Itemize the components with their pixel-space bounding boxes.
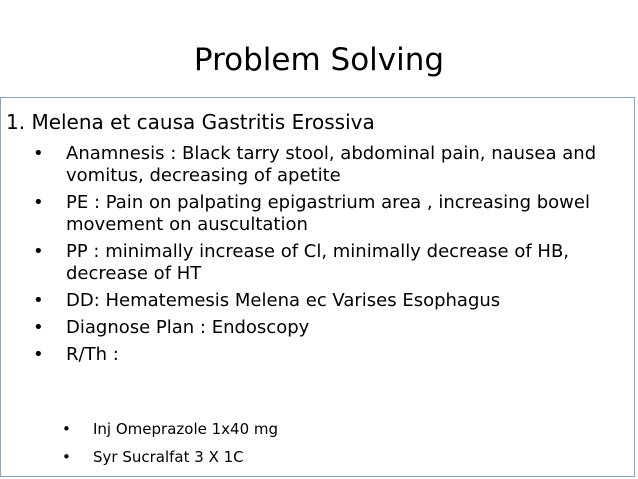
- bullet-item-pe: [0, 192, 630, 236]
- bullet-text: Anamnesis : Black tarry stool, abdominal pain, nausea and vomitus, decreasing of apetite: [66, 143, 597, 186]
- bullet-icon: •: [33, 290, 44, 311]
- bullet-text: PE : Pain on palpating epigastrium area , increasing bowel movement on auscultation: [66, 192, 590, 235]
- sub-bullet-list: [0, 419, 630, 475]
- sub-bullet-text: Syr Sucralfat 3 X 1C: [93, 448, 244, 466]
- bullet-icon: •: [33, 192, 44, 213]
- bullet-icon: •: [33, 317, 44, 338]
- bullet-item-diagnose-plan: [0, 317, 630, 339]
- bullet-text: DD: Hematemesis Melena ec Varises Esophagus: [66, 290, 501, 311]
- sub-bullet-item-omeprazole: [0, 419, 630, 439]
- bullet-item-pp: [0, 241, 630, 285]
- sub-bullet-text: Inj Omeprazole 1x40 mg: [93, 420, 279, 438]
- bullet-text: Diagnose Plan : Endoscopy: [66, 317, 310, 338]
- bullet-icon: •: [62, 420, 71, 438]
- sub-bullet-item-sucralfat: [0, 447, 630, 467]
- bullet-item-dd: [0, 290, 630, 312]
- bullet-item-anamnesis: [0, 143, 630, 187]
- bullet-icon: •: [33, 344, 44, 365]
- bullet-text: PP : minimally increase of Cl, minimally decrease of HB, decrease of HT: [66, 241, 570, 284]
- numbered-item-heading: 1. Melena et causa Gastritis Erossiva: [6, 110, 375, 134]
- bullet-item-rth: [0, 344, 630, 366]
- bullet-icon: •: [33, 241, 44, 262]
- bullet-icon: •: [33, 143, 44, 164]
- bullet-icon: •: [62, 448, 71, 466]
- bullet-list: [0, 143, 630, 371]
- slide-title: Problem Solving: [193, 42, 445, 78]
- bullet-text: R/Th :: [66, 344, 119, 365]
